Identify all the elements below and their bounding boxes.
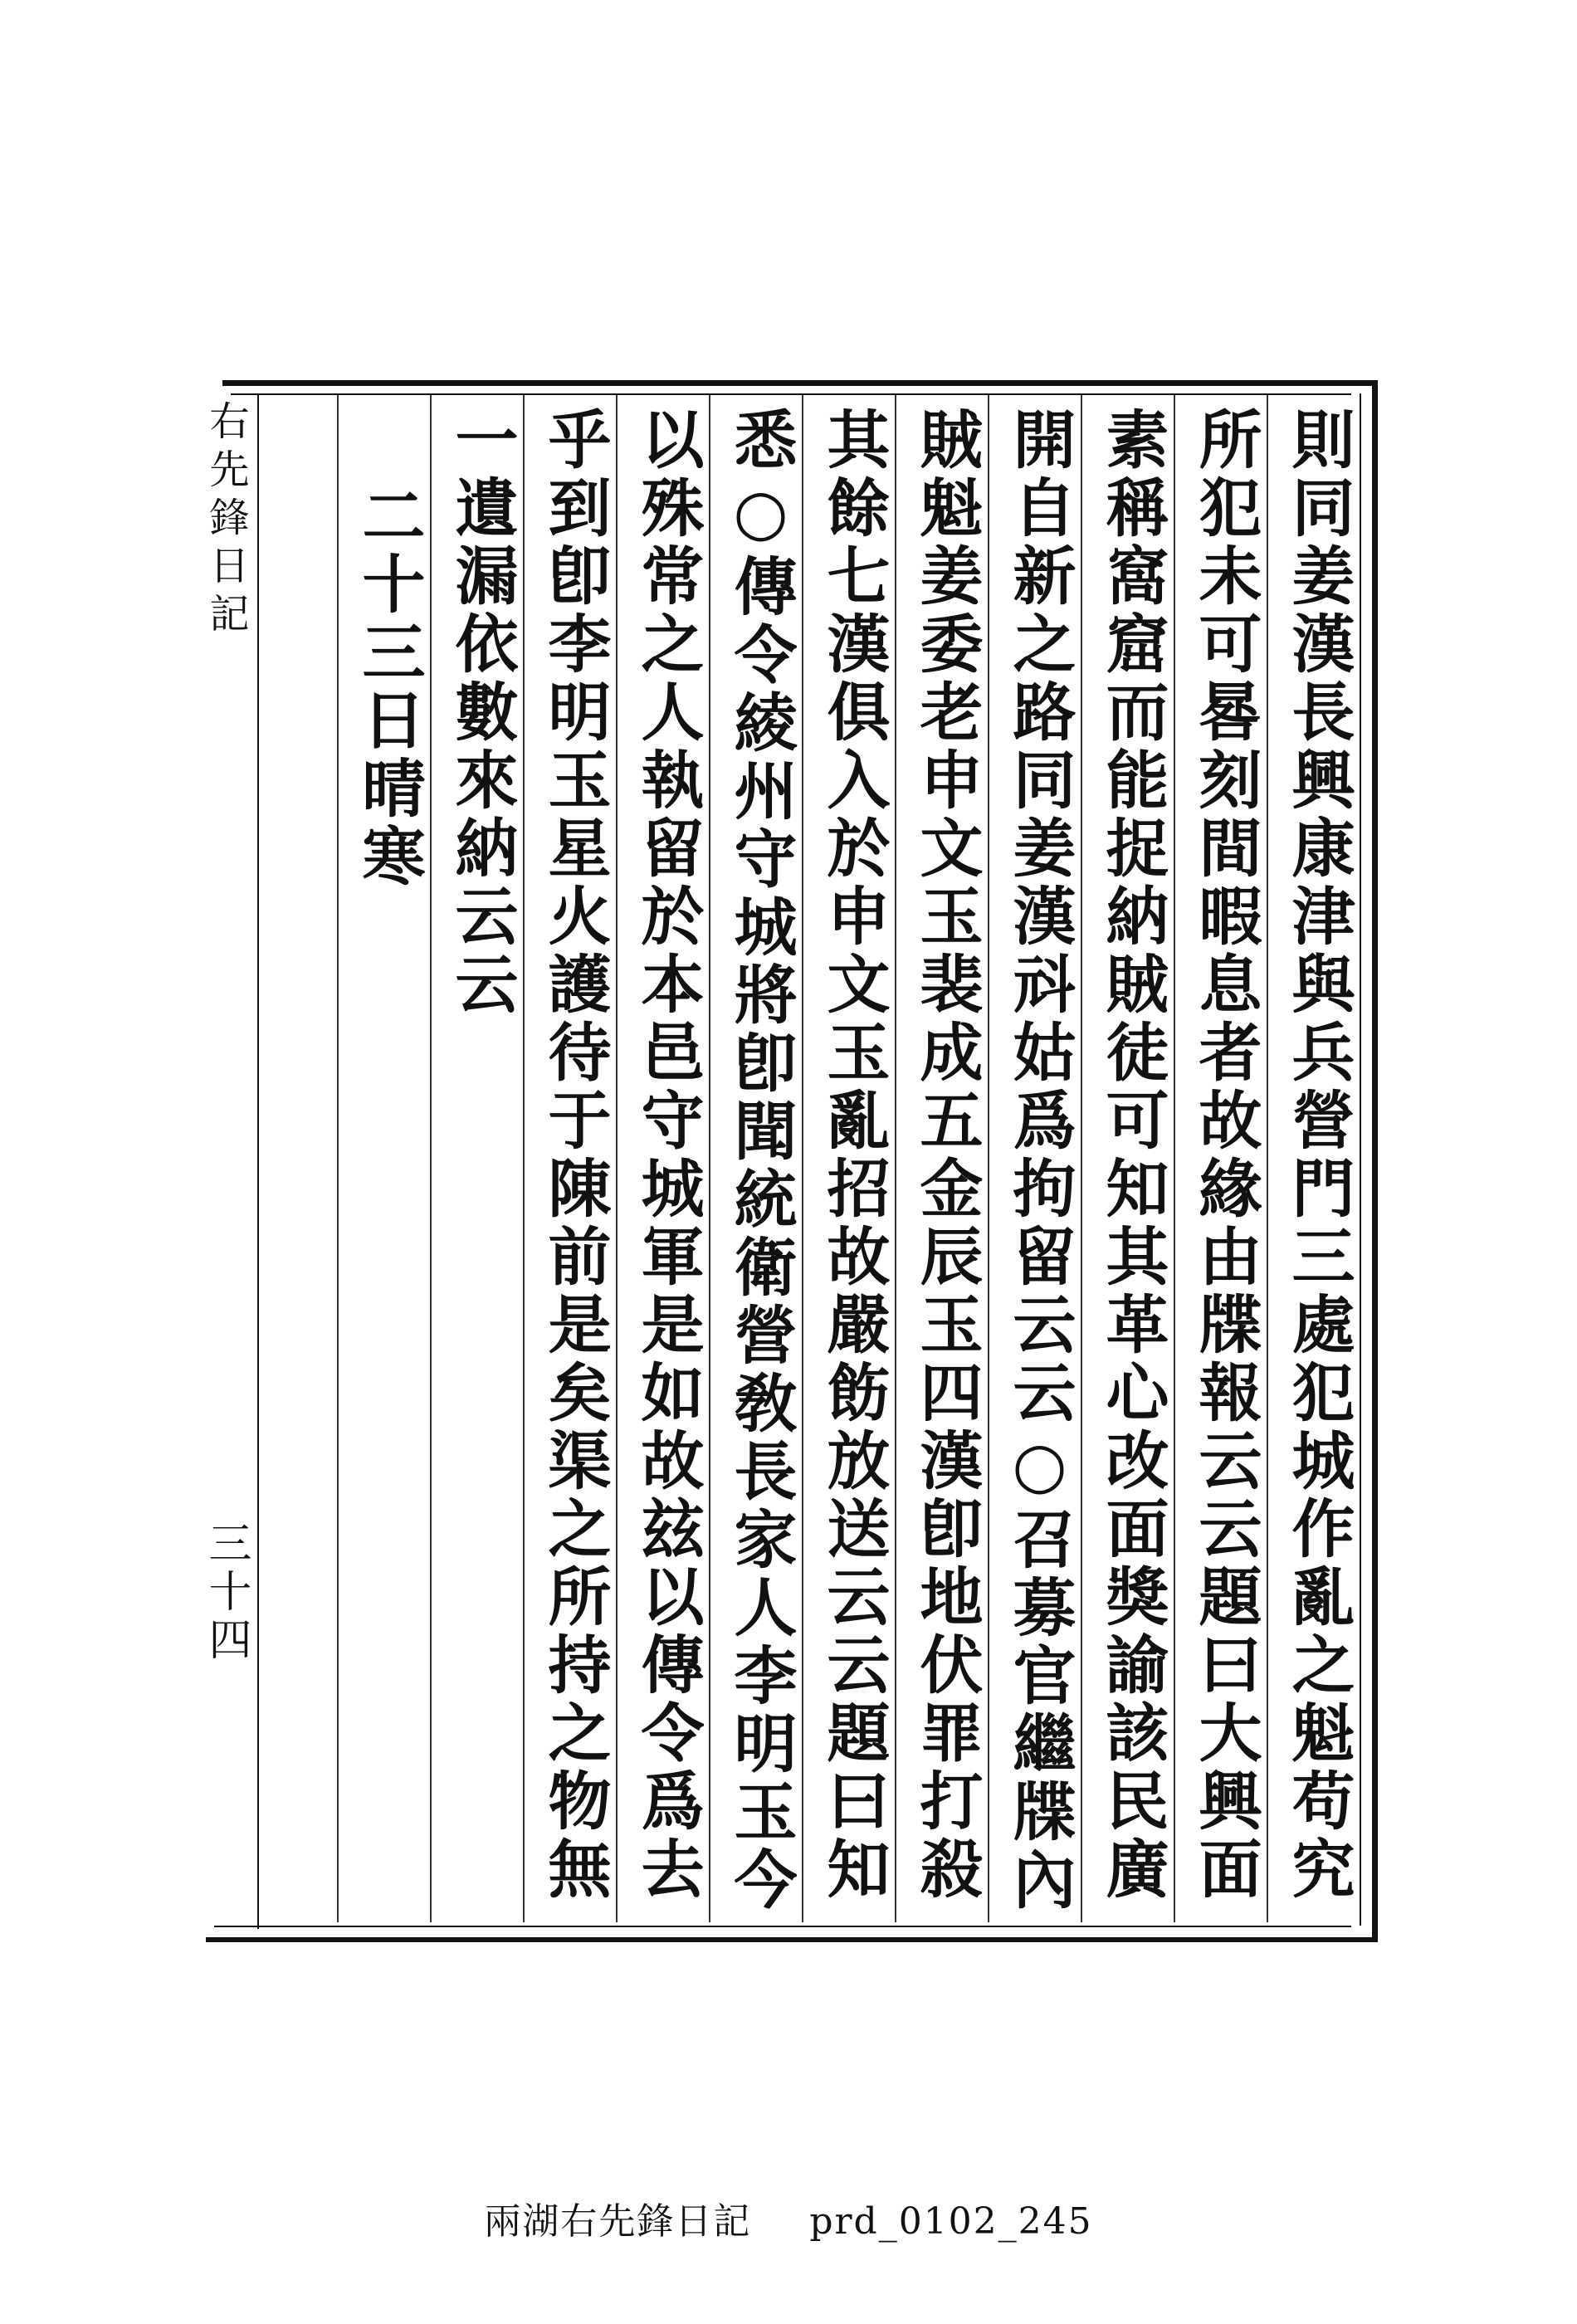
date-heading: 二十三日晴寒 [352, 483, 426, 891]
text-column-5: 賊魁姜委老申文玉裴成五金辰玉四漢卽地伏罪打殺 [910, 407, 984, 1904]
column-rule [988, 395, 989, 1922]
text-column-10: 一遺漏依數來納云云 [445, 407, 519, 1019]
footer-image-id: prd_0102_245 [809, 2200, 1093, 2243]
frame-bottom-inner-line [214, 1926, 1351, 1927]
text-column-4: 開自新之路同姜漢㪴姑爲拘留云云○召募官繼牒內 [1003, 407, 1077, 1915]
footer-book-title: 兩湖右先鋒日記 [484, 2200, 752, 2243]
frame-top-border [222, 380, 1378, 386]
column-rule [337, 395, 339, 1922]
margin-page-number: 三十四 [201, 1521, 251, 1665]
column-rule [1267, 395, 1268, 1922]
page-footer [0, 2191, 1577, 2244]
column-rule [802, 395, 803, 1922]
text-column-8: 以殊常之人執留於本邑守城軍是如故玆以傳令爲去 [631, 407, 705, 1904]
column-rule [1174, 395, 1175, 1922]
frame-top-inner-line [231, 393, 1351, 395]
frame-bottom-border [206, 1937, 1378, 1942]
text-column-6: 其餘七漢俱入於申文玉亂招故嚴飭放送云云題曰知 [817, 407, 891, 1904]
text-column-2: 所犯未可晷刻間暇息者故緣由牒報云云題曰大興面 [1189, 407, 1262, 1904]
column-rule [895, 395, 896, 1922]
text-column-1: 則同姜漢長興康津與兵營門三處犯城作亂之魁苟究 [1282, 407, 1355, 1904]
column-rule [523, 395, 525, 1922]
frame-right-border [1372, 380, 1378, 1942]
text-column-9: 乎到卽李明玉星火護待于陳前是矣渠之所持之物無 [538, 407, 612, 1904]
column-rule [616, 395, 618, 1922]
text-column-7: 悉○傳令綾州守城將卽聞統衛營敎長家人李明玉今 [724, 407, 798, 1915]
frame-left-inner-line [257, 393, 259, 1929]
margin-book-title: 右先鋒日記 [203, 400, 249, 641]
column-rule [1081, 395, 1082, 1922]
text-column-3: 素稱窩窟而能捉納賊徒可知其革心改面獎諭該民廣 [1096, 407, 1169, 1904]
column-rule [709, 395, 710, 1922]
printed-page-frame [206, 380, 1378, 1942]
column-rule [430, 395, 432, 1922]
frame-right-inner-line [1360, 393, 1361, 1926]
